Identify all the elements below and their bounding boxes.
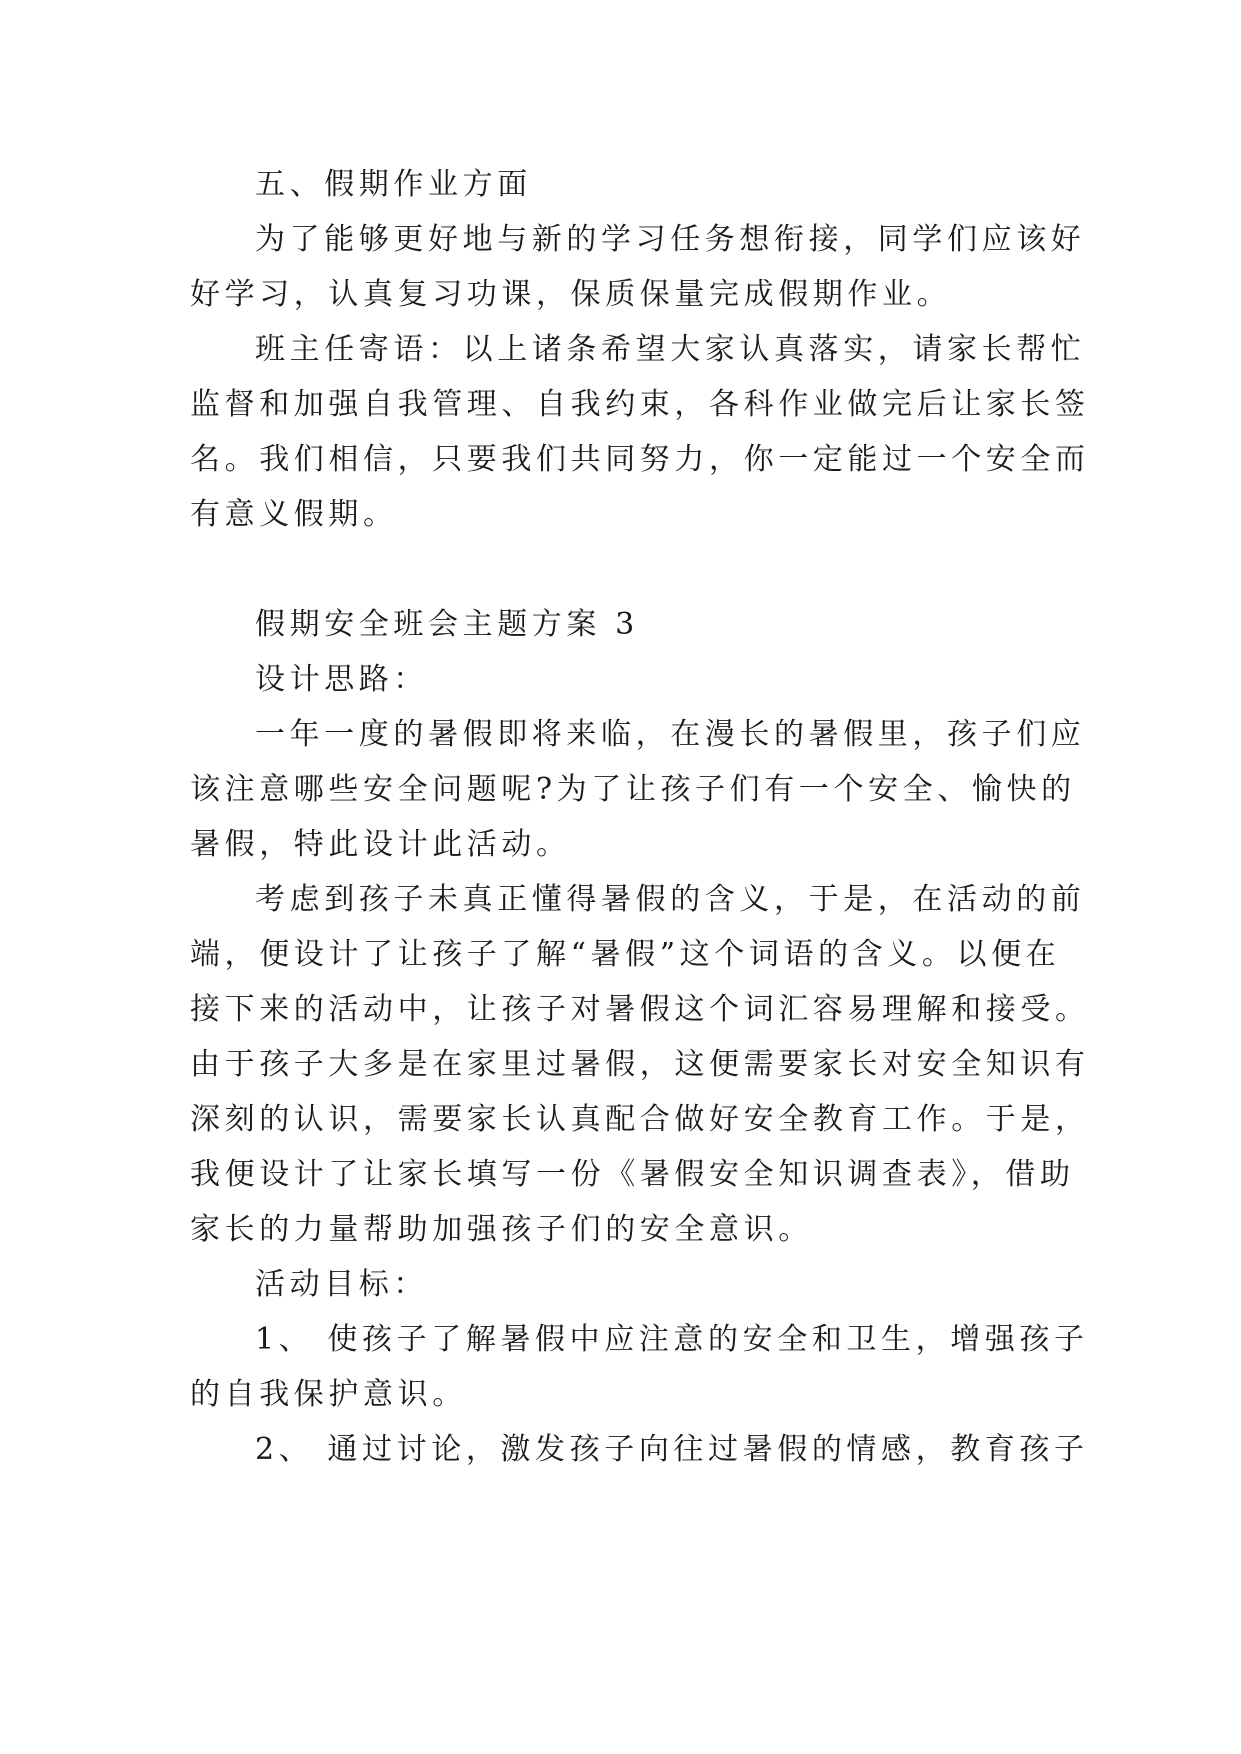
- paragraph-line: 接下来的活动中，让孩子对暑假这个词汇容易理解和接受。: [190, 992, 1090, 1027]
- list-item: 的自我保护意识。: [190, 1377, 467, 1412]
- paragraph-line: 有意义假期。: [190, 497, 398, 532]
- paragraph-line: 好学习，认真复习功课，保质保量完成假期作业。: [190, 277, 952, 312]
- section-heading: 活动目标：: [255, 1267, 428, 1302]
- plan-title: 假期安全班会主题方案 3: [255, 607, 639, 642]
- paragraph-line: 班主任寄语：以上诸条希望大家认真落实，请家长帮忙: [255, 332, 1086, 367]
- list-item: 2、 通过讨论，激发孩子向往过暑假的情感，教育孩子: [255, 1432, 1089, 1467]
- paragraph-line: 为了能够更好地与新的学习任务想衔接，同学们应该好: [255, 222, 1086, 257]
- paragraph-line: 由于孩子大多是在家里过暑假，这便需要家长对安全知识有: [190, 1047, 1090, 1082]
- paragraph-line: 名。我们相信，只要我们共同努力，你一定能过一个安全而: [190, 442, 1090, 477]
- paragraph-line: 该注意哪些安全问题呢?为了让孩子们有一个安全、愉快的: [190, 772, 1076, 807]
- list-item: 1、 使孩子了解暑假中应注意的安全和卫生，增强孩子: [255, 1322, 1089, 1357]
- paragraph-line: 监督和加强自我管理、自我约束，各科作业做完后让家长签: [190, 387, 1090, 422]
- paragraph-line: 端，便设计了让孩子了解“暑假”这个词语的含义。以便在: [190, 937, 1061, 972]
- section-heading: 设计思路：: [255, 662, 428, 697]
- paragraph-line: 我便设计了让家长填写一份《暑假安全知识调查表》，借助: [190, 1157, 1075, 1192]
- section-heading: 五、假期作业方面: [255, 167, 532, 202]
- paragraph-line: 深刻的认识，需要家长认真配合做好安全教育工作。于是，: [190, 1102, 1090, 1137]
- paragraph-line: 一年一度的暑假即将来临，在漫长的暑假里，孩子们应: [255, 717, 1086, 752]
- paragraph-line: 暑假，特此设计此活动。: [190, 827, 571, 862]
- paragraph-line: 家长的力量帮助加强孩子们的安全意识。: [190, 1212, 813, 1247]
- paragraph-line: 考虑到孩子未真正懂得暑假的含义，于是，在活动的前: [255, 882, 1086, 917]
